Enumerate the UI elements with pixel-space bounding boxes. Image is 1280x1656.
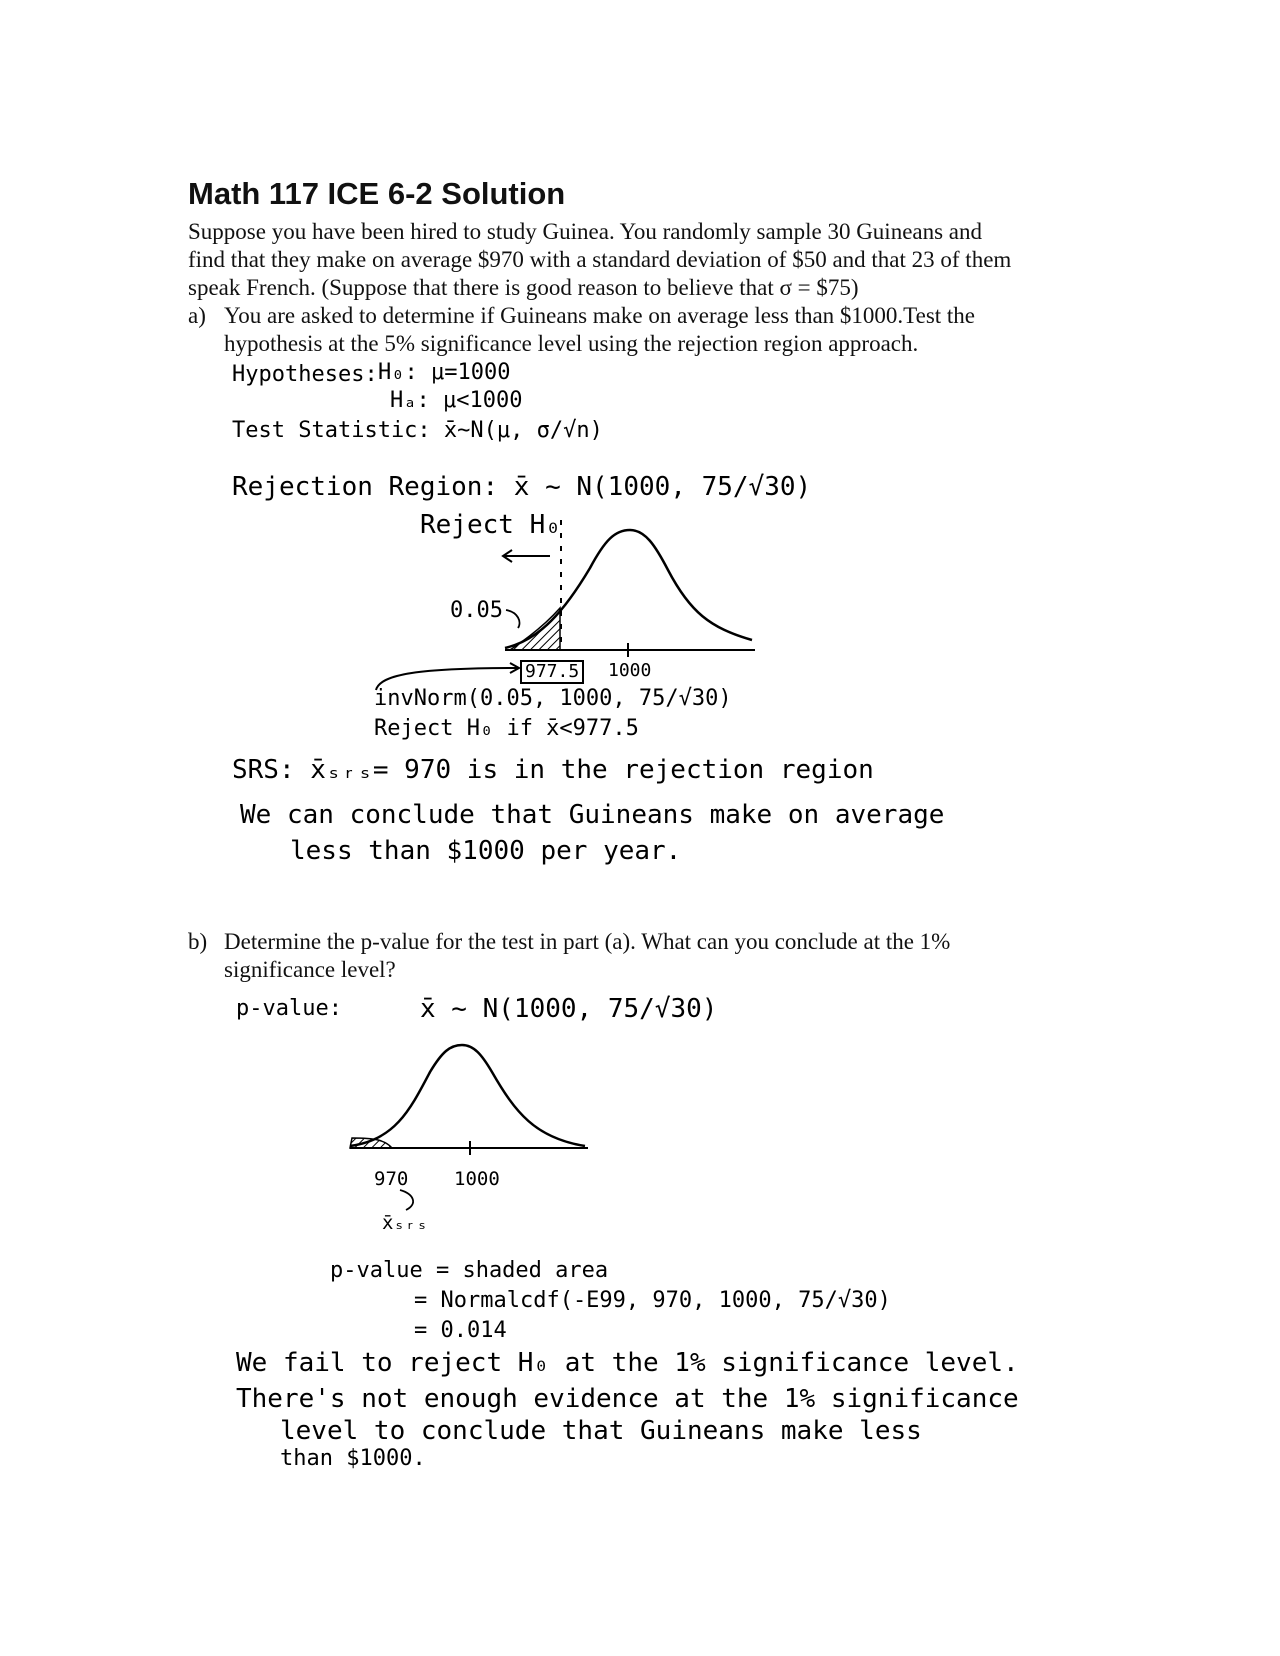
part-a-marker: a) [188, 303, 206, 328]
conclusion-a-line-1: We can conclude that Guineans make on average [240, 800, 945, 830]
part-a-question-2: hypothesis at the 5% significance level using the rejection region approach. [224, 331, 919, 356]
normal-curve-b [350, 1045, 585, 1146]
tick-1000-label: 1000 [454, 1168, 500, 1190]
rejection-region: Rejection Region: x̄ ~ N(1000, 75/√30) [232, 472, 812, 502]
part-a-question-1: You are asked to determine if Guineans make on average less than $1000.Test the [224, 303, 976, 328]
intro-line-1: Suppose you have been hired to study Guinea. You randomly sample 30 Guineans and [188, 219, 983, 244]
srs-statement: SRS: x̄ₛᵣₛ= 970 is in the rejection region [232, 755, 874, 785]
conclusion-b-line-2: There's not enough evidence at the 1% significance [236, 1384, 1019, 1414]
intro-line-2: find that they make on average $970 with a standard deviation of $50 and that 23 of them [188, 247, 1012, 272]
alternative-hypothesis: Hₐ: μ<1000 [390, 388, 523, 413]
alpha-label: 0.05 [450, 598, 503, 623]
alpha-pointer [506, 610, 520, 628]
part-b-marker: b) [188, 929, 208, 954]
pvalue-label: p-value: [236, 996, 342, 1021]
reject-h0-label: Reject H₀ [420, 510, 561, 540]
reject-rule: Reject H₀ if x̄<977.5 [374, 716, 639, 741]
conclusion-b-line-4: than $1000. [280, 1446, 426, 1471]
xsrs-label: x̄ₛᵣₛ [382, 1212, 428, 1234]
invnorm-arrow [376, 668, 518, 690]
part-b-question-1: Determine the p-value for the test in part (a). What can you conclude at the 1% [224, 929, 951, 954]
tick-970-label: 970 [374, 1168, 409, 1190]
hypotheses-label: Hypotheses: [232, 362, 378, 387]
rejection-region-figure [376, 520, 755, 690]
conclusion-b-line-3: level to conclude that Guineans make less [280, 1416, 922, 1446]
pvalue-equation-2: = Normalcdf(-E99, 970, 1000, 75/√30) [414, 1288, 891, 1313]
conclusion-b-line-1: We fail to reject H₀ at the 1% significance level. [236, 1348, 1019, 1378]
intro-line-3: speak French. (Suppose that there is good reason to believe that σ = $75) [188, 275, 859, 300]
test-statistic: Test Statistic: x̄~N(μ, σ/√n) [232, 418, 603, 443]
invnorm-formula: invNorm(0.05, 1000, 75/√30) [374, 686, 732, 711]
pvalue-figure [350, 1045, 588, 1210]
xsrs-pointer [400, 1190, 413, 1210]
conclusion-a-line-2: less than $1000 per year. [290, 836, 682, 866]
critical-value-box: 977.5 [520, 660, 584, 684]
mean-tick-label-a: 1000 [608, 660, 652, 681]
pvalue-distribution: x̄ ~ N(1000, 75/√30) [420, 994, 718, 1024]
pvalue-equation-1: p-value = shaded area [330, 1258, 609, 1283]
normal-curve-a [505, 530, 752, 648]
part-b-question-2: significance level? [224, 957, 396, 982]
null-hypothesis: H₀: μ=1000 [378, 360, 511, 385]
page-title: Math 117 ICE 6-2 Solution [188, 176, 566, 211]
pvalue-equation-3: = 0.014 [414, 1318, 507, 1343]
